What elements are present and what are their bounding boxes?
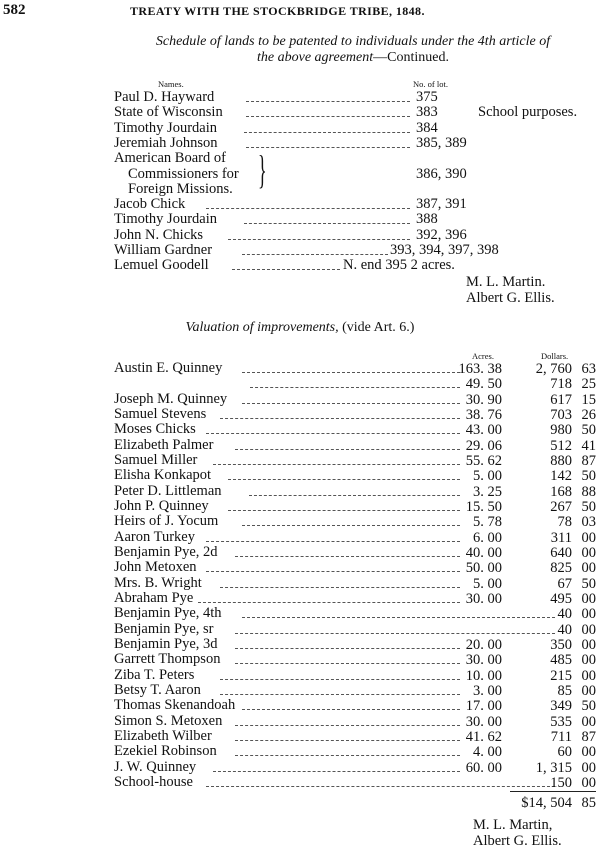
acres-value: 5. 78 — [473, 514, 502, 531]
leader-dots — [213, 464, 460, 465]
valuation-name: School-house — [114, 773, 193, 790]
leader-dots — [235, 755, 460, 756]
column-header-lot: No. of lot. — [413, 79, 448, 89]
dollars-value: 512 — [550, 437, 572, 454]
leader-dots — [235, 740, 460, 741]
cents-value: 00 — [581, 544, 596, 561]
schedule-name: Commissioners for — [128, 165, 239, 182]
schedule-name: American Board of — [114, 150, 226, 167]
cents-value: 88 — [581, 483, 596, 500]
leader-dots — [246, 147, 410, 148]
valuation-caption-rest: (vide Art. 6.) — [338, 320, 415, 335]
leader-dots — [242, 372, 460, 373]
dollars-value: 215 — [550, 667, 572, 684]
cents-value: 50 — [581, 468, 596, 485]
schedule-signature-2: Albert G. Ellis. — [466, 290, 555, 306]
schedule-caption-line2 — [108, 50, 598, 66]
leader-dots — [246, 101, 410, 102]
dollars-value: 880 — [550, 452, 572, 469]
valuation-caption-italic: Valuation of improvements, — [185, 320, 339, 335]
acres-value: 3. 25 — [473, 483, 502, 500]
acres-value: 6. 00 — [473, 529, 502, 546]
cents-value: 00 — [581, 682, 596, 699]
valuation-name: J. W. Quinney — [114, 758, 197, 775]
dollars-value: 311 — [550, 529, 572, 546]
leader-dots — [198, 602, 460, 603]
leader-dots — [235, 663, 460, 664]
acres-value: 30. 90 — [465, 391, 502, 408]
valuation-name: Benjamin Pye, 2d — [114, 543, 218, 560]
cents-value: 00 — [581, 621, 596, 638]
dollars-value: 40 — [557, 621, 572, 638]
leader-dots — [235, 648, 460, 649]
acres-value: 41. 62 — [465, 728, 502, 745]
cents-value: 26 — [581, 406, 596, 423]
schedule-caption-continued: —Continued. — [373, 50, 449, 65]
valuation-name: Peter D. Littleman — [114, 482, 222, 499]
acres-value: 30. 00 — [465, 713, 502, 730]
column-header-acres: Acres. — [472, 351, 494, 361]
leader-dots — [242, 254, 388, 255]
schedule-name: Timothy Jourdain — [114, 119, 217, 136]
valuation-name: Mrs. B. Wright — [114, 574, 202, 591]
acres-value: 49. 50 — [465, 376, 502, 393]
cents-value: 00 — [581, 636, 596, 653]
leader-dots — [220, 587, 460, 588]
schedule-lot: 386, 390 — [416, 165, 467, 182]
cents-value: 50 — [581, 422, 596, 439]
schedule-name: Paul D. Hayward — [114, 89, 215, 105]
leader-dots — [242, 525, 460, 526]
cents-value: 00 — [581, 744, 596, 761]
dollars-value: 1, 315 — [535, 759, 572, 776]
total-rule — [510, 791, 596, 792]
schedule-name: John N. Chicks — [114, 226, 204, 243]
acres-value: 38. 76 — [465, 406, 502, 423]
total-cents: 85 — [581, 795, 596, 811]
valuation-name: Simon S. Metoxen — [114, 712, 223, 729]
dollars-value: 85 — [557, 682, 572, 699]
valuation-signature-2: Albert G. Ellis. — [473, 833, 562, 849]
dollars-value: 617 — [550, 391, 572, 408]
dollars-value: 718 — [550, 376, 572, 393]
acres-value: 163. 38 — [458, 361, 502, 377]
dollars-value: 980 — [550, 422, 572, 439]
acres-value: 43. 00 — [465, 422, 502, 439]
dollars-value: 703 — [550, 406, 572, 423]
schedule-lot: 392, 396 — [416, 226, 467, 243]
dollars-value: 142 — [550, 468, 572, 485]
leader-dots — [235, 556, 460, 557]
cents-value: 00 — [581, 560, 596, 577]
schedule-caption-italic: the above agreement — [257, 50, 374, 65]
acres-value: 5. 00 — [473, 575, 502, 592]
leader-dots — [244, 223, 410, 224]
acres-value: 30. 00 — [465, 590, 502, 607]
dollars-value: 78 — [557, 514, 572, 531]
valuation-name: Garrett Thompson — [114, 651, 221, 668]
cents-value: 63 — [581, 361, 596, 377]
leader-dots — [249, 495, 460, 496]
leader-dots — [242, 617, 555, 618]
acres-value: 17. 00 — [465, 698, 502, 715]
leader-dots — [235, 633, 555, 634]
acres-value: 50. 00 — [465, 560, 502, 577]
leader-dots — [228, 510, 460, 511]
cents-value: 87 — [581, 452, 596, 469]
dollars-value: 60 — [557, 744, 572, 761]
schedule-lot: 393, 394, 397, 398 — [390, 242, 499, 258]
valuation-name: Elizabeth Wilber — [114, 727, 212, 744]
cents-value: 00 — [581, 774, 596, 791]
valuation-name: Benjamin Pye, 3d — [114, 635, 218, 652]
leader-dots — [235, 725, 460, 726]
valuation-name: Benjamin Pye, 4th — [114, 605, 222, 622]
cents-value: 00 — [581, 590, 596, 607]
cents-value: 00 — [581, 606, 596, 623]
acres-value: 3. 00 — [473, 682, 502, 699]
leader-dots — [250, 387, 460, 388]
valuation-name: Austin E. Quinney — [114, 360, 223, 376]
dollars-value: 495 — [550, 590, 572, 607]
schedule-lot: 375 — [416, 89, 438, 105]
schedule-lot: 383 — [416, 104, 438, 121]
schedule-name: Timothy Jourdain — [114, 211, 217, 228]
acres-value: 10. 00 — [465, 667, 502, 684]
acres-value: 5. 00 — [473, 468, 502, 485]
leader-dots — [206, 541, 460, 542]
dollars-value: 168 — [550, 483, 572, 500]
schedule-lot: N. end 395 2 acres. — [343, 257, 455, 274]
schedule-lot: 387, 391 — [416, 196, 467, 213]
total-dollars: $14, 504 — [521, 795, 572, 811]
running-title: TREATY WITH THE STOCKBRIDGE TRIBE, 1848. — [130, 4, 425, 18]
schedule-lot: 385, 389 — [416, 134, 467, 151]
dollars-value: 2, 760 — [535, 361, 572, 377]
valuation-caption — [0, 320, 600, 336]
dollars-value: 711 — [550, 728, 572, 745]
cents-value: 87 — [581, 728, 596, 745]
dollars-value: 349 — [550, 698, 572, 715]
valuation-name: Samuel Miller — [114, 451, 198, 468]
schedule-lot: 388 — [416, 211, 438, 228]
acres-value: 4. 00 — [473, 744, 502, 761]
valuation-name: Samuel Stevens — [114, 405, 207, 422]
column-header-dollars: Dollars. — [541, 351, 569, 361]
leader-dots — [228, 479, 460, 480]
cents-value: 50 — [581, 698, 596, 715]
acres-value: 30. 00 — [465, 652, 502, 669]
leader-dots — [220, 694, 460, 695]
dollars-value: 350 — [550, 636, 572, 653]
valuation-signature-1: M. L. Martin, — [473, 817, 553, 833]
leader-dots — [206, 433, 460, 434]
schedule-name: Lemuel Goodell — [114, 257, 209, 274]
acres-value: 55. 62 — [465, 452, 502, 469]
cents-value: 00 — [581, 667, 596, 684]
valuation-name: Ziba T. Peters — [114, 666, 195, 683]
cents-value: 41 — [581, 437, 596, 454]
valuation-name: Thomas Skenandoah — [114, 697, 236, 714]
schedule-lot: 384 — [416, 119, 438, 136]
leader-dots — [228, 239, 410, 240]
valuation-name: John P. Quinney — [114, 497, 209, 514]
cents-value: 25 — [581, 376, 596, 393]
valuation-name: Aaron Turkey — [114, 528, 195, 545]
acres-value: 60. 00 — [465, 759, 502, 776]
schedule-signature-1: M. L. Martin. — [466, 274, 546, 290]
acres-value: 20. 00 — [465, 636, 502, 653]
dollars-value: 640 — [550, 544, 572, 561]
valuation-name: Ezekiel Robinson — [114, 743, 217, 760]
schedule-name: William Gardner — [114, 242, 213, 258]
schedule-name: Jeremiah Johnson — [114, 134, 218, 151]
leader-dots — [220, 679, 460, 680]
leader-dots — [220, 418, 460, 419]
valuation-name: Elisha Konkapot — [114, 467, 212, 484]
acres-value: 15. 50 — [465, 498, 502, 515]
cents-value: 50 — [581, 498, 596, 515]
schedule-name: Foreign Missions. — [128, 180, 233, 197]
column-header-names: Names. — [158, 79, 184, 89]
leader-dots — [242, 403, 460, 404]
leader-dots — [246, 116, 410, 117]
dollars-value: 67 — [557, 575, 572, 592]
dollars-value: 485 — [550, 652, 572, 669]
valuation-name: Benjamin Pye, sr — [114, 620, 214, 637]
leader-dots — [206, 571, 460, 572]
acres-value: 40. 00 — [465, 544, 502, 561]
schedule-caption-line1: Schedule of lands to be patented to individuals under the 4th article of — [155, 34, 551, 49]
valuation-name: Joseph M. Quinney — [114, 390, 228, 407]
valuation-name: John Metoxen — [114, 559, 197, 576]
valuation-name: Heirs of J. Yocum — [114, 513, 219, 530]
cents-value: 00 — [581, 652, 596, 669]
leader-dots — [206, 786, 555, 787]
cents-value: 00 — [581, 759, 596, 776]
leader-dots — [213, 771, 460, 772]
dollars-value: 150 — [550, 774, 572, 791]
cents-value: 50 — [581, 575, 596, 592]
valuation-name: Abraham Pye — [114, 589, 194, 606]
brace-icon: } — [258, 147, 267, 193]
page-number: 582 — [3, 2, 26, 18]
dollars-value: 825 — [550, 560, 572, 577]
leader-dots — [232, 269, 340, 270]
dollars-value: 267 — [550, 498, 572, 515]
acres-value: 29. 06 — [465, 437, 502, 454]
schedule-note: School purposes. — [478, 104, 578, 121]
cents-value: 15 — [581, 391, 596, 408]
valuation-name: Betsy T. Aaron — [114, 681, 201, 698]
dollars-value: 535 — [550, 713, 572, 730]
valuation-name: Elizabeth Palmer — [114, 436, 214, 453]
dollars-value: 40 — [557, 606, 572, 623]
leader-dots — [235, 449, 460, 450]
schedule-name: State of Wisconsin — [114, 104, 223, 121]
valuation-name: Moses Chicks — [114, 421, 196, 438]
cents-value: 03 — [581, 514, 596, 531]
schedule-name: Jacob Chick — [114, 196, 186, 213]
leader-dots — [244, 132, 410, 133]
cents-value: 00 — [581, 713, 596, 730]
leader-dots — [206, 208, 410, 209]
cents-value: 00 — [581, 529, 596, 546]
leader-dots — [242, 709, 460, 710]
